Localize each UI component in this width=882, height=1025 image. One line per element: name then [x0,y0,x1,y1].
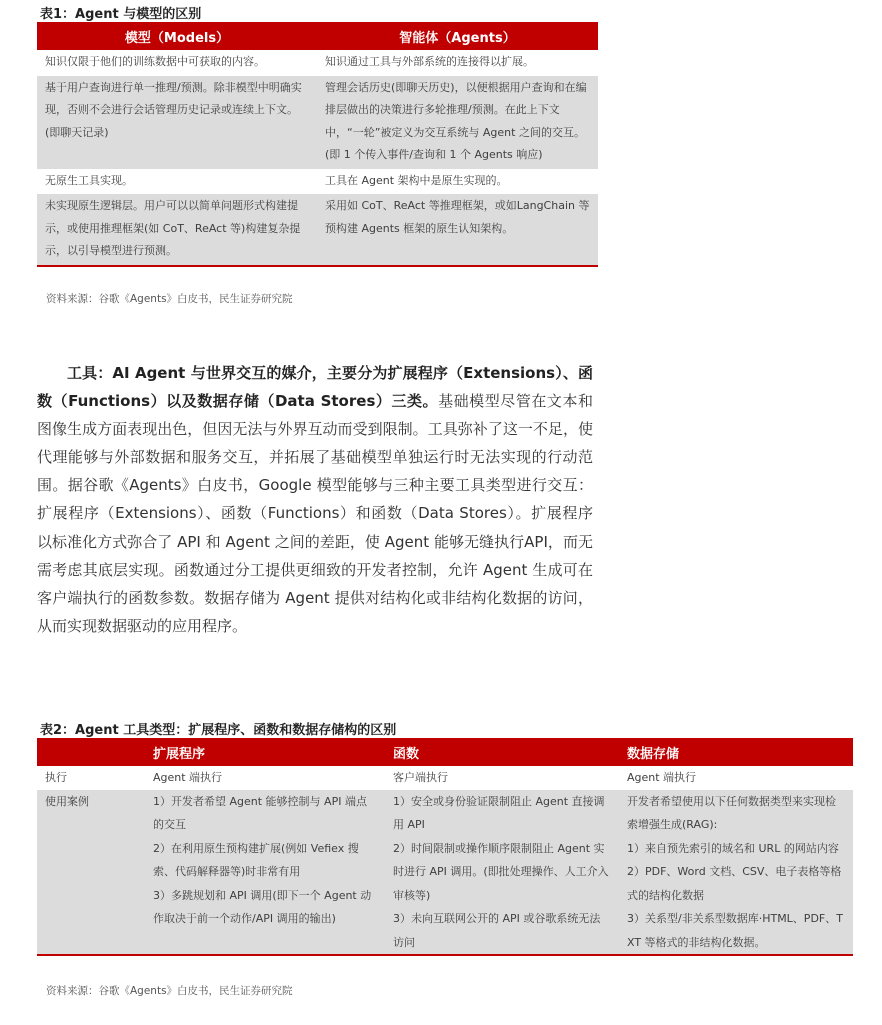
table2-source: 资料来源：谷歌《Agents》白皮书，民生证券研究院 [46,985,293,997]
table-cell [619,790,853,956]
header-functions: 函数 [385,738,619,766]
table-cell: Agent 端执行 [153,771,223,784]
models-vs-agents-table [37,22,598,267]
table-row [37,766,853,790]
list-item: 开发者希望使用以下任何数据类型来实现检索增强生成(RAG): [627,794,836,831]
table-cell: 管理会话历史(即聊天历史)，以便根据用户查询和在编排层做出的决策进行多轮推理/预测。在此上下文中，“一轮”被定义为交互系统与 Agent 之间的交互。(即 1 个传入事件/查询和 1 个 Agents 响应) [317,76,598,169]
table-row [37,169,598,195]
list-item: 1）安全或身份验证限制阻止 Agent 直接调用 API [393,794,605,831]
table-cell: 未实现原生逻辑层。用户可以以简单问题形式构建提示，或使用推理框架(如 CoT、ReAct 等)构建复杂提示，以引导模型进行预测。 [37,194,317,266]
header-data-stores: 数据存储 [619,738,853,766]
header-blank [37,738,145,766]
table-cell: 采用如 CoT、ReAct 等推理框架，或如LangChain 等预构建 Agents 框架的原生认知架构。 [317,194,598,266]
list-item: 3）多跳规划和 API 调用(即下一个 Agent 动作取决于前一个动作/API 调用的输出) [153,888,372,925]
row-label-usecase: 使用案例 [37,790,145,956]
header-extensions: 扩展程序 [145,738,385,766]
row-label-execute: 执行 [45,771,67,784]
table-cell: Agent 端执行 [627,771,697,784]
table-cell [145,790,385,956]
table-cell: 无原生工具实现。 [45,173,133,187]
paragraph-body: 基础模型尽管在文本和图像生成方面表现出色，但因无法与外界互动而受到限制。工具弥补了这一不足，使代理能够与外部数据和服务交互，并拓展了基础模型单独运行时无法实现的行动范围。据谷歌《Agents》白皮书，Google 模型能够与三种主要工具类型进行交互：扩展程序（Extensions）、函数（Functions）和函数（Data Stores）。扩展程序以标准化方式弥合了 API 和 Agent 之间的差距，使 Agent 能够无缝执行API，而无需考虑其底层实现。函数通过分工提供更细致的开发者控制，允许 Agent 生成可在客户端执行的函数参数。数据存储为 Agent 提供对结构化或非结构化数据的访问，从而实现数据驱动的应用程序。 [37,392,593,635]
table-cell: 客户端执行 [393,771,448,784]
tool-types-table [37,738,853,956]
table-row [37,790,853,956]
table1-caption: 表1：Agent 与模型的区别 [40,7,202,22]
list-item: 3）未向互联网公开的 API 或谷歌系统无法访问 [393,912,601,949]
header-models: 模型（Models） [37,22,317,50]
list-item: 2）时间限制或操作顺序限制阻止 Agent 实时进行 API 调用。(即批处理操作、人工介入审核等) [393,841,609,902]
table-header-row [37,738,853,766]
table-cell: 知识仅限于他们的训练数据中可获取的内容。 [45,55,265,68]
list-item: 2）PDF、Word 文档、CSV、电子表格等格式的结构化数据 [627,865,842,902]
table-header-row [37,22,598,50]
list-item: 2）在利用原生预构建扩展(例如 Vefiex 搜索、代码解释器等)时非常有用 [153,841,359,878]
table-row [37,76,598,169]
table2-caption: 表2：Agent 工具类型：扩展程序、函数和数据存储构的区别 [40,723,397,738]
list-item: 1）来自预先索引的域名和 URL 的网站内容 [627,841,839,855]
table1-source: 资料来源：谷歌《Agents》白皮书，民生证券研究院 [46,293,293,305]
header-agents: 智能体（Agents） [317,22,598,50]
list-item: 1）开发者希望 Agent 能够控制与 API 端点的交互 [153,794,367,831]
paragraph-lead: 工具：AI Agent 与世界交互的媒介，主要分为扩展程序（Extensions）、函数（Functions）以及数据存储（Data Stores）三类。 [37,364,593,411]
table-cell: 知识通过工具与外部系统的连接得以扩展。 [325,55,534,68]
list-item: 3）关系型/非关系型数据库·HTML、PDF、TXT 等格式的非结构化数据。 [627,912,843,949]
table-row [37,194,598,266]
table-cell: 工具在 Agent 架构中是原生实现的。 [325,173,508,187]
table-cell [385,790,619,956]
table-row [37,50,598,76]
table-cell: 基于用户查询进行单一推理/预测。除非模型中明确实现，否则不会进行会话管理历史记录或连续上下文。(即聊天记录) [37,76,317,169]
body-paragraph [37,359,593,640]
